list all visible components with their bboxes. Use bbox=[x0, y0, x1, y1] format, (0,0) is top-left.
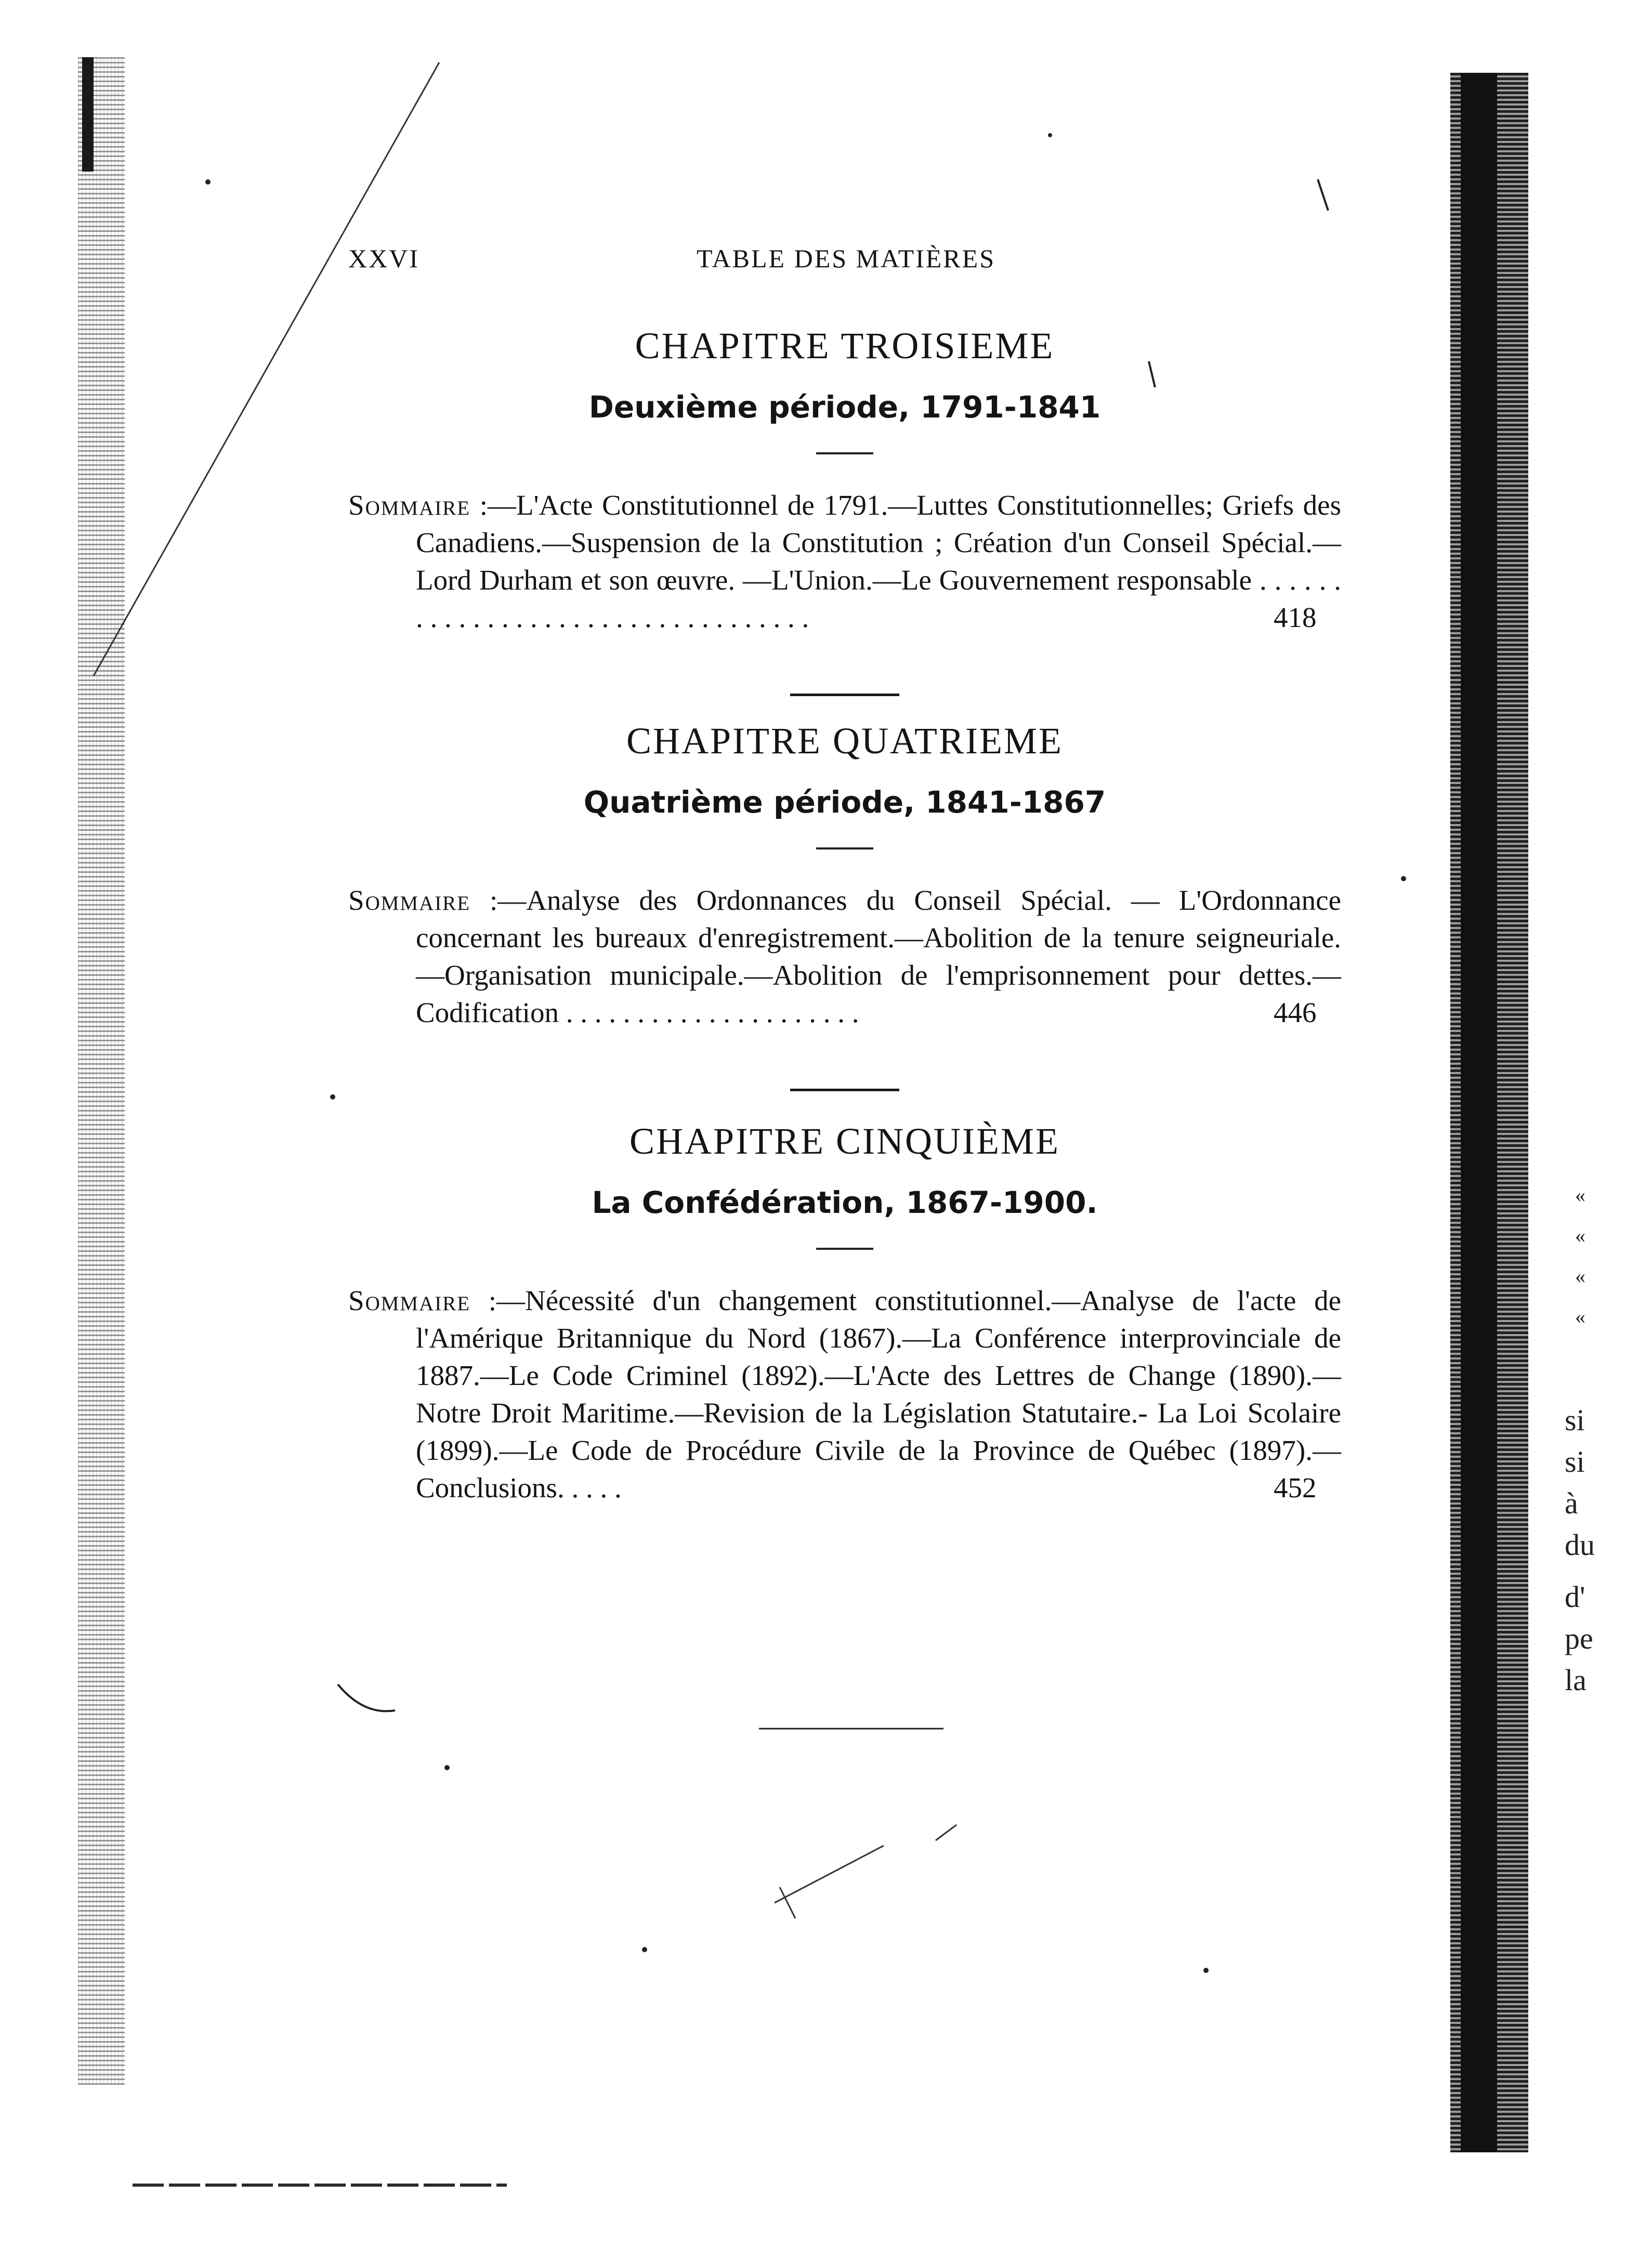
chapter-summary: Sommaire :—Analyse des Ordonnances du Conseil Spécial. — L'Ordonnance concernant les bureaux d'enregistrement.—Abolition de la tenure seigneuriale.—Organisation municipale.—Abolition de l'emprisonnement pour dettes.—Codification . . . . . . . . . . . . . . . . . . . . . 446 bbox=[348, 884, 1341, 1028]
speck-mark bbox=[775, 1846, 884, 1903]
chapter-title: CHAPITRE QUATRIEME bbox=[626, 720, 1063, 762]
speck-dot bbox=[205, 179, 211, 185]
summary-text: :—L'Acte Constitutionnel de 1791.—Luttes Constitutionnelles; Griefs des Canadiens.—Suspension de la Constitution ; Création d'un Conseil Spécial.—Lord Durham et son œuvre. —L'Union.—Le Gouvernement responsable . . . . . . . . . . . . . . . . . . . . . . . . . . . . . . . . . . bbox=[416, 489, 1341, 633]
chapter-title: CHAPITRE CINQUIÈME bbox=[630, 1120, 1060, 1162]
chapter-period: La Confédération, 1867-1900. bbox=[592, 1185, 1098, 1220]
chapter-divider bbox=[790, 694, 899, 696]
facing-word: à bbox=[1565, 1486, 1578, 1520]
facing-word: si bbox=[1565, 1445, 1585, 1479]
short-rule bbox=[816, 1248, 873, 1250]
speck-dot bbox=[1401, 876, 1406, 881]
speck-mark bbox=[780, 1887, 795, 1918]
speck-dot bbox=[330, 1094, 335, 1100]
chapter-divider bbox=[790, 1089, 899, 1091]
speck-mark bbox=[1318, 179, 1328, 211]
speck-dot bbox=[1048, 133, 1052, 137]
chapter-section bbox=[348, 322, 1341, 696]
speck-mark bbox=[338, 1684, 395, 1711]
chapter-section bbox=[348, 717, 1341, 1091]
short-rule bbox=[816, 452, 873, 454]
facing-word: si bbox=[1565, 1403, 1585, 1437]
chapter-summary: Sommaire :—L'Acte Constitutionnel de 1791.—Luttes Constitutionnelles; Griefs des Canadiens.—Suspension de la Constitution ; Création d'un Conseil Spécial.—Lord Durham et son œuvre. —L'Union.—Le Gouvernement responsable . . . . . . . . . . . . . . . . . . . . . . . . . . . . . . . . . . 418 bbox=[348, 489, 1341, 633]
chapter-period: Deuxième période, 1791-1841 bbox=[588, 389, 1101, 425]
running-head-title: TABLE DES MATIÈRES bbox=[697, 244, 995, 273]
summary-text: :—Nécessité d'un changement constitutionnel.—Analyse de l'acte de l'Amérique Britannique du Nord (1867).—La Conférence interprovinciale de 1887.—Le Code Criminel (1892).—L'Acte des Lettres de Change (1890).—Notre Droit Maritime.—Revision de la Législation Statutaire.- La Loi Scolaire (1899).—Le Code de Procédure Civile de la Province de Québec (1897).—Conclusions. . . . . bbox=[416, 1285, 1341, 1504]
summary-text: :—Analyse des Ordonnances du Conseil Spécial. — L'Ordonnance concernant les bureaux d'enregistrement.—Abolition de la tenure seigneuriale.—Organisation municipale.—Abolition de l'emprisonnement pour dettes.—Codification . . . . . . . . . . . . . . . . . . . . . bbox=[416, 884, 1341, 1028]
facing-word: la bbox=[1565, 1663, 1587, 1697]
facing-word: d' bbox=[1565, 1580, 1585, 1614]
quote-mark: « bbox=[1575, 1264, 1585, 1288]
facing-word: du bbox=[1565, 1528, 1595, 1562]
speck-dot bbox=[1203, 1968, 1209, 1973]
summary-label: Sommaire bbox=[348, 884, 471, 916]
chapter-period: Quatrième période, 1841-1867 bbox=[583, 785, 1106, 820]
chapter-title: CHAPITRE TROISIEME bbox=[635, 325, 1055, 367]
chapter-section bbox=[348, 1118, 1341, 1535]
facing-page-fragment bbox=[1565, 1175, 1648, 1701]
running-head bbox=[348, 243, 1336, 285]
speck-dot bbox=[444, 1765, 450, 1770]
page-folio: XXVI bbox=[348, 244, 419, 273]
quote-mark: « bbox=[1575, 1305, 1585, 1328]
quote-mark: « bbox=[1575, 1224, 1585, 1247]
summary-label: Sommaire bbox=[348, 489, 471, 521]
speck-mark bbox=[936, 1825, 956, 1840]
summary-label: Sommaire bbox=[348, 1285, 471, 1316]
facing-word: pe bbox=[1565, 1622, 1593, 1655]
quote-mark: « bbox=[1575, 1183, 1585, 1207]
speck-dot bbox=[642, 1947, 647, 1952]
short-rule bbox=[816, 847, 873, 849]
chapter-summary: Sommaire :—Nécessité d'un changement constitutionnel.—Analyse de l'acte de l'Amérique Britannique du Nord (1867).—La Conférence interprovinciale de 1887.—Le Code Criminel (1892).—L'Acte des Lettres de Change (1890).—Notre Droit Maritime.—Revision de la Législation Statutaire.- La Loi Scolaire (1899).—Le Code de Procédure Civile de la Province de Québec (1897).—Conclusions. . . . . 452 bbox=[348, 1285, 1341, 1504]
